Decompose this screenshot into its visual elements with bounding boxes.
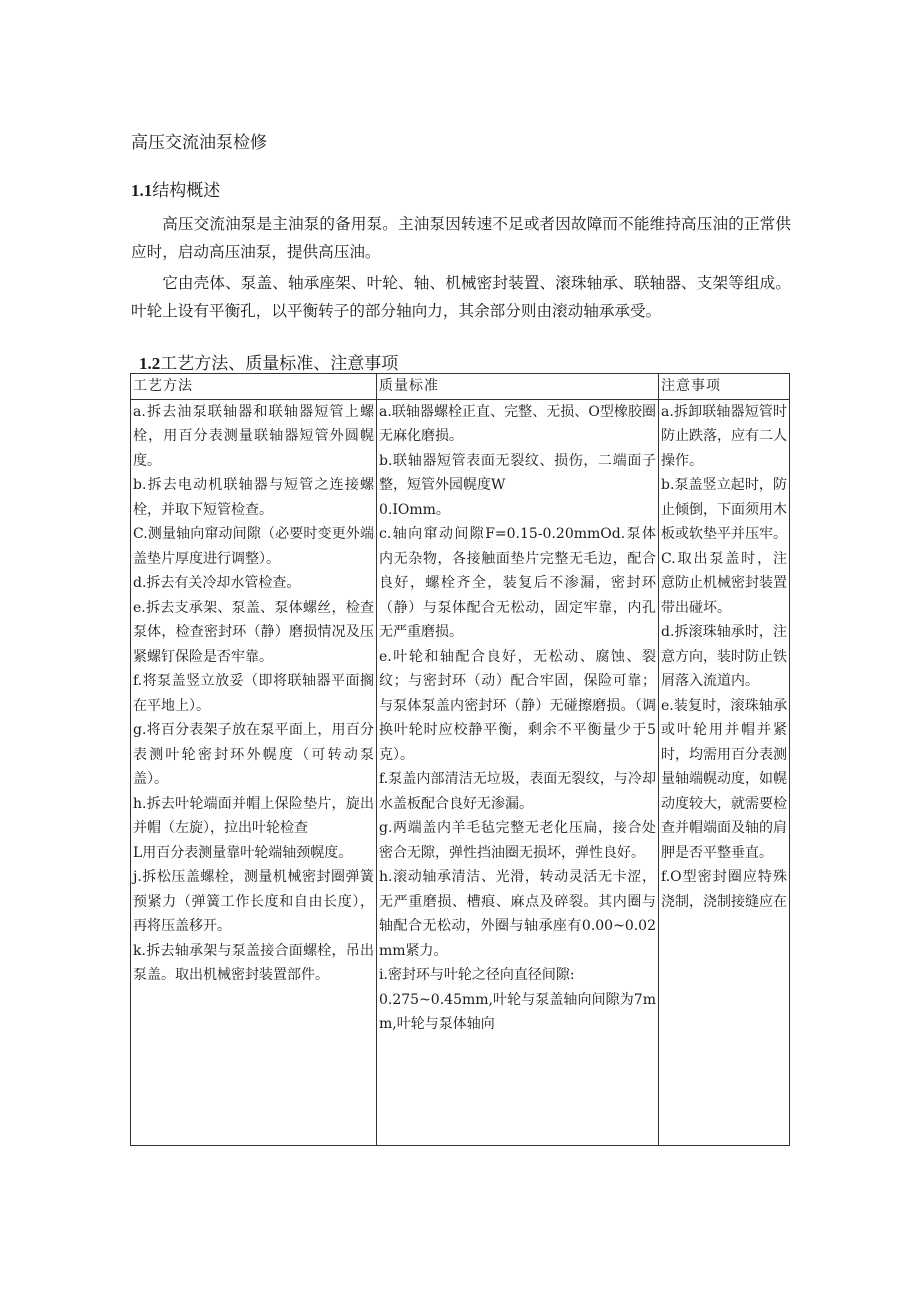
header-standard: 质量标准 <box>377 374 659 400</box>
standard-item: a.联轴器螺栓正直、完整、无损、O型橡胶圈无麻化磨损。 <box>379 403 656 444</box>
note-item: a.拆卸联轴器短管时防止跌落，应有二人操作。 <box>661 403 787 469</box>
note-item: e.装复时，滚珠轴承或叶轮用并帽并紧时，均需用百分表测量轴端幌动度，如幌动度较大，就需要检查并帽端面及轴的肩胛是否平整垂直。 <box>661 697 787 861</box>
paragraph-2: 它由壳体、泵盖、轴承座架、叶轮、轴、机械密封装置、滚珠轴承、联轴器、支架等组成。叶轮上设有平衡孔，以平衡转子的部分轴向力，其余部分则由滚动轴承承受。 <box>131 274 791 320</box>
process-step: d.拆去有关冷却水管检查。 <box>133 575 301 591</box>
document-title: 高压交流油泵检修 <box>131 133 267 153</box>
process-step: k.拆去轴承架与泵盖接合面螺栓，吊出泵盖。取出机械密封装置部件。 <box>133 942 374 983</box>
maintenance-table <box>130 373 790 1146</box>
note-item: C.取出泵盖时，注意防止机械密封装置带出碰坏。 <box>661 550 787 616</box>
process-step: L用百分表测量靠叶轮端轴颈幌度。 <box>133 844 353 861</box>
section-heading-1-2 <box>139 349 398 374</box>
process-step: e.拆去支承架、泵盖、泵体螺丝，检查泵体，检查密封环（静）磨损情况及压紧螺钉保险是否牢靠。 <box>133 599 374 665</box>
header-process: 工艺方法 <box>131 374 377 400</box>
notes-column <box>659 399 790 1146</box>
standard-column <box>377 399 659 1146</box>
section-title: 工艺方法、质量标准、注意事项 <box>160 354 399 374</box>
note-item: f.O型密封圈应特殊浇制，浇制接缝应在 <box>661 869 787 910</box>
process-step: b.拆去电动机联轴器与短管之连接螺栓，并取下短管检查。 <box>133 477 374 518</box>
standard-item: i.密封环与叶轮之径向直径间隙: <box>379 967 575 983</box>
standard-item: 0.IOmm。 <box>379 501 450 518</box>
standard-item: g.两端盖内羊毛毡完整无老化压扁，接合处密合无隙，弹性挡油圈无损坏，弹性良好。 <box>379 820 656 861</box>
section-title: 结构概述 <box>152 181 221 201</box>
process-step: h.拆去叶轮端面并帽上保险垫片，旋出并帽（左旋），拉出叶轮检查 <box>133 795 374 836</box>
process-step: C.测量轴向窜动间隙（必要时变更外端盖垫片厚度进行调整）。 <box>133 526 374 567</box>
process-step: j.拆松压盖螺栓，测量机械密封圈弹簧预紧力（弹簧工作长度和自由长度），再将压盖移开。 <box>133 869 374 934</box>
section-heading-1-1 <box>131 176 220 201</box>
table-body-row <box>131 399 790 1146</box>
standard-item: b.联轴器短管表面无裂纹、损伤，二端面子整，短管外园幌度W <box>379 452 656 493</box>
note-item: d.拆滚珠轴承时，注意方向，装时防止铁屑落入流道内。 <box>661 624 787 689</box>
standard-item: c.轴向窜动间隙F=0.15-0.20mmOd.泵体内无杂物，各接触面垫片完整无毛边，配合良好，螺栓齐全，装复后不渗漏，密封环（静）与泵体配合无松动，固定牢靠，内孔无严重磨损。 <box>379 526 656 640</box>
section-number: 1.2 <box>139 354 161 373</box>
process-step: g.将百分表架子放在泵平面上，用百分表测叶轮密封环外幌度（可转动泵盖）。 <box>133 722 374 787</box>
process-step: f.将泵盖竖立放妥（即将联轴器平面搁在平地上）。 <box>133 673 374 714</box>
header-notes: 注意事项 <box>659 374 790 400</box>
process-column <box>131 399 377 1146</box>
process-step: a.拆去油泵联轴器和联轴器短管上螺栓，用百分表测量联轴器短管外圆幌度。 <box>133 403 374 469</box>
table-header-row <box>131 374 790 400</box>
note-item: b.泵盖竖立起时，防止倾倒，下面须用木板或软垫平并压牢。 <box>661 477 787 542</box>
standard-item: e.叶轮和轴配合良好，无松动、腐蚀、裂纹；与密封环（动）配合牢固，保险可靠；与泵体泵盖内密封环（静）无碰擦磨损。（调换叶轮时应校静平衡，剩余不平衡量少于5克）。 <box>379 648 656 763</box>
standard-item: h.滚动轴承清洁、光滑，转动灵活无卡涩，无严重磨损、槽痕、麻点及碎裂。其内圈与轴配合无松动，外圈与轴承座有0.00~0.02mm紧力。 <box>379 869 656 959</box>
paragraph-1: 高压交流油泵是主油泵的备用泵。主油泵因转速不足或者因故障而不能维持高压油的正常供应时，启动高压油泵，提供高压油。 <box>131 215 791 261</box>
standard-item: 0.275~0.45mm,叶轮与泵盖轴向间隙为7mm,叶轮与泵体轴向 <box>379 991 656 1032</box>
standard-item: f.泵盖内部清洁无垃圾，表面无裂纹，与冷却水盖板配合良好无渗漏。 <box>379 771 656 812</box>
section-number: 1.1 <box>131 181 153 200</box>
